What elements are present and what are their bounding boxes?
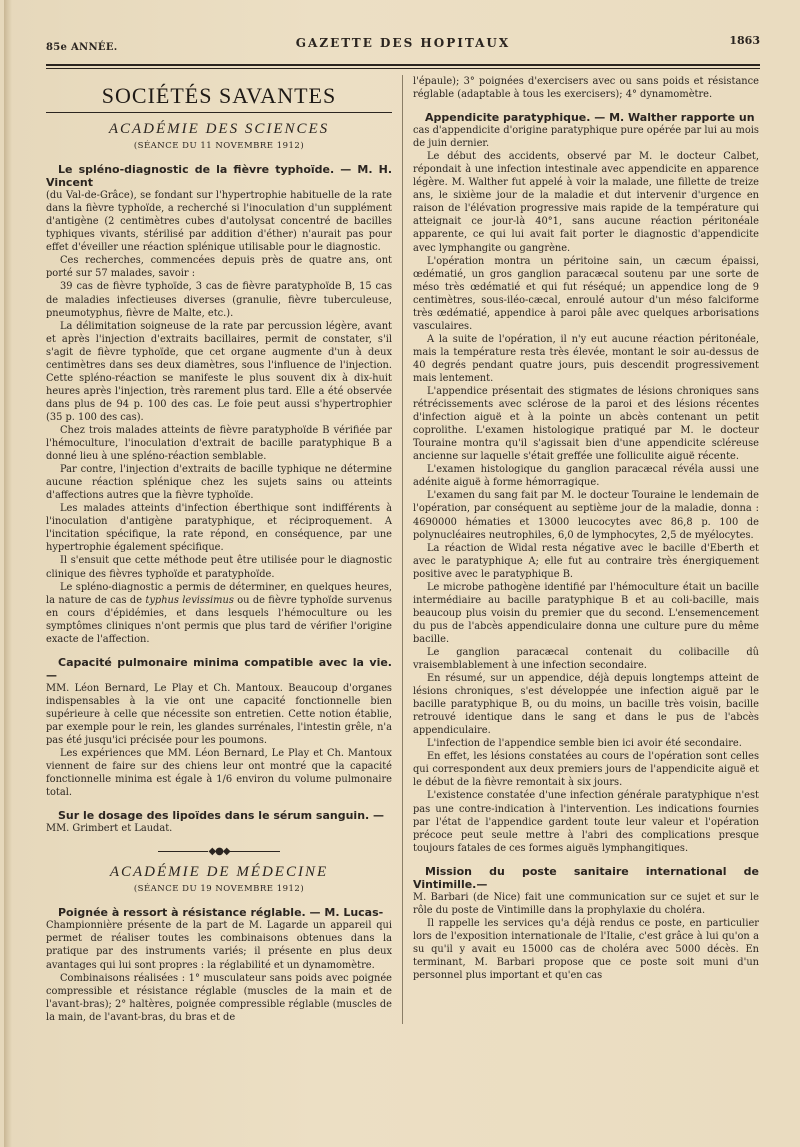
article-paragraph: La réaction de Widal resta négative avec le bacille d'Eberth et avec le paratyphique A; elle fut au contraire très énergiquement positive avec le paratyphique B. [413, 542, 759, 580]
article-title-lipoids: Sur le dosage des lipoïdes dans le sérum sanguin. — [58, 809, 385, 823]
article-paragraph: MM. Grimbert et Laudat. [46, 823, 173, 835]
article-paragraph: Par contre, l'injection d'extraits de bacille typhique ne détermine aucune réaction splénique chez les sujets sains ou atteints d'affections autres que la fièvre typhoïde. [46, 464, 392, 502]
article-paragraph: L'infection de l'appendice semble bien ici avoir été secondaire. [427, 738, 742, 750]
article-paragraph: Ces recherches, commencées depuis près de quatre ans, ont porté sur 57 malades, savoir : [46, 255, 392, 280]
academy-heading-medecine: ACADÉMIE DE MÉDECINE [109, 864, 329, 881]
article-title-grip: Poignée à ressort à résistance réglable. — M. Lucas- [58, 906, 384, 920]
header-rule-thin [46, 68, 760, 69]
article-paragraph: l'épaule); 3° poignées d'exercisers avec ou sans poids et résistance réglable (adaptable à tous les exercisers); 4° dynamomètre. [413, 76, 759, 101]
article-paragraph: L'appendice présentait des stigmates de lésions chroniques sans rétrécissements avec sclérose de la paroi et des lésions récentes d'infection aiguë et à la pointe un abcès contenant un petit coprolithe. L'examen histologique pratiqué par M. le docteur Touraine montra qu'il s'agissait bien d'une appendicite scléreuse ancienne sur laquelle s'était greffée une folliculite aiguë récente. [413, 386, 759, 463]
masthead-rule [46, 112, 392, 113]
article-paragraph [46, 581, 392, 646]
text-span: Le spléno-diagnostic a permis de déterminer, en quelques heures, la nature de cas de [46, 581, 392, 606]
article-title-appendicitis: Appendicite paratyphique. — M. Walther rapporte un [425, 111, 755, 125]
article-paragraph: Le début des accidents, observé par M. le docteur Calbet, répondait à une infection intestinale avec appendicite en apparence légère. M. Walther fut appelé à voir la malade, une fillette de treize ans, le sixième jour de la maladie et dut intervenir d'urgence en raison de l'élévation progressive mais rapide de la température qui atteignait ce jour-là 40°1, sans aucune réaction péritonéale apparente, ce qui lui avait fait porter le diagnostic d'appendicite avec lymphangite ou gangrène. [413, 151, 759, 254]
article-paragraph: Chez trois malades atteints de fièvre paratyphoïde B vérifiée par l'hémoculture, l'inoculation d'extrait de bacille paratyphique B a donné lieu à une spléno-réaction semblable. [46, 424, 392, 463]
article-title-vintimille: Mission du poste sanitaire international de Vintimille.— [413, 864, 759, 891]
article-paragraph: (du Val-de-Grâce), se fondant sur l'hypertrophie habituelle de la rate dans la fièvre typhoïde, a recherché si l'inoculation d'un supplément d'antigène (2 centimètres cubes d'autolysat concentré de bacilles typhiques vivants, stérilisé par addition d'éther) n'aurait pas pour effet d'éveiller une réaction splénique utilisable pour le diagnostic. [46, 190, 392, 254]
text-span: ou de fièvre typhoïde survenus en cours d'épidémies, et dans lesquels l'hémoculture ou les symptômes cliniques n'ont permis que plus tard de vérifier l'origine exacte de l'affection. [46, 594, 392, 645]
article-paragraph: En effet, les lésions constatées au cours de l'opération sont celles qui correspondent aux deux premiers jours de l'appendicite aiguë et le début de la fièvre remontait à six jours. [413, 751, 759, 789]
article-paragraph: L'examen histologique du ganglion paracæcal révéla aussi une adénite aiguë à forme hémorragique. [413, 464, 759, 489]
article-paragraph: Il s'ensuit que cette méthode peut être utilisée pour le diagnostic clinique des fièvres typhoïde et paratyphoïde. [46, 555, 392, 580]
page-number: 1863 [729, 34, 760, 47]
article-paragraph: A la suite de l'opération, il n'y eut aucune réaction péritonéale, mais la température resta très élevée, montant le soir au-dessus de 40 degrés pendant quatre jours, puis descendit progressivement mais lentement. [413, 333, 759, 384]
article-paragraph: Combinaisons réalisées : 1° musculateur sans poids avec poignée compressible et résistance réglable (muscles de la main et de l'avant-bras); 2° haltères, poignée compressible réglable (muscles de la main, de l'avant-bras, du bras et de [46, 972, 392, 1023]
article-paragraph: Il rappelle les services qu'a déjà rendus ce poste, en particulier lors de l'exposition internationale de l'Italie, c'est grâce à lui qu'on a su qu'il y avait eu 15000 cas de choléra avec 5000 décès. En terminant, M. Barbari propose que ce poste soit muni d'un personnel plus important et qu'en cas [413, 917, 759, 981]
article-paragraph: 39 cas de fièvre typhoïde, 3 cas de fièvre paratyphoïde B, 15 cas de maladies infectieuses diverses (granulie, fièvre tuberculeuse, pneumotyphus, fièvre de Malte, etc.). [46, 281, 392, 319]
article-paragraph: MM. Léon Bernard, Le Play et Ch. Mantoux. Beaucoup d'organes indispensables à la vie ont une capacité fonctionnelle bien supérieure à celle que nécessite son entretien. Cette notion établie, par exemple pour le rein, les glandes surrénales, l'intestin grêle, n'a pas été jusqu'ici précisée pour les poumons. [46, 682, 392, 746]
two-column-body [46, 75, 760, 1024]
article-paragraph: Le ganglion paracæcal contenait du colibacille dû vraisemblablement à une infection secondaire. [413, 646, 759, 672]
article-title-splenodiagnostic: Le spléno-diagnostic de la fièvre typhoïde. — M. H. Vincent [46, 163, 392, 190]
section-masthead: SOCIÉTÉS SAVANTES [101, 83, 337, 108]
seance-date-medecine: (SÉANCE DU 19 NOVEMBRE 1912) [133, 884, 305, 895]
article-title-pulmonary: Capacité pulmonaire minima compatible avec la vie. — [46, 655, 392, 682]
italic-term: typhus levissimus [145, 594, 234, 606]
article-paragraph: M. Barbari (de Nice) fait une communication sur ce sujet et sur le rôle du poste de Vintimille dans la prophylaxie du choléra. [413, 891, 759, 916]
right-column [402, 75, 759, 1024]
issue-year: 85e ANNÉE. [46, 42, 118, 53]
article-paragraph: En résumé, sur un appendice, déjà depuis longtemps atteint de lésions chroniques, s'est développée une infection aiguë par le bacille paratyphique B, ou du moins, un bacille très voisin, bacille retrouvé identique dans le sang et dans le pus de l'abcès appendiculaire. [413, 673, 759, 737]
article-paragraph: Championnière présente de la part de M. Lagarde un appareil qui permet de réaliser toutes les combinaisons obtenues dans la pratique par des instruments variés; il présente en plus deux avantages qui lui sont propres : la réglabilité et un dynamomètre. [46, 920, 392, 971]
article-paragraph: Les malades atteints d'infection éberthique sont indifférents à l'inoculation d'antigène paratyphique, et réciproquement. A l'incitation spécifique, la rate répond, en conséquence, par une hypertrophie également spécifique. [46, 503, 392, 554]
section-divider-ornament: ◆●◆ [46, 845, 392, 858]
publication-title: GAZETTE DES HOPITAUX [295, 36, 511, 50]
academy-heading-sciences: ACADÉMIE DES SCIENCES [108, 121, 330, 138]
article-paragraph: cas d'appendicite d'origine paratyphique pure opérée par lui au mois de juin dernier. [413, 125, 759, 150]
article-paragraph: Les expériences que MM. Léon Bernard, Le Play et Ch. Mantoux viennent de faire sur des chiens leur ont montré que la capacité fonctionnelle minima est égale à 1/6 environ du volume pulmonaire total. [46, 748, 392, 799]
article-paragraph: La délimitation soigneuse de la rate par percussion légère, avant et après l'injection d'extraits bacillaires, permit de constater, s'il s'agit de fièvre typhoïde, que cet organe augmente d'un à deux centimètres dans ses deux diamètres, sous l'influence de l'injection. Cette spléno-réaction se manifeste le plus souvent dix à dix-huit heures après l'injection, très rarement plus tard. Elle a été observée dans plus de 94 p. 100 des cas. Le foie peut aussi s'hypertrophier (35 p. 100 des cas). [46, 320, 392, 423]
header-rule-thick [46, 64, 760, 66]
left-column [46, 75, 402, 1024]
page-header [46, 30, 760, 56]
article-paragraph: L'existence constatée d'une infection générale paratyphique n'est pas une contre-indication à l'intervention. Les indications fournies par l'état de l'appendice gardent toute leur valeur et l'opération précoce peut seule mettre à l'abri des complications presque toujours fatales de ces formes aiguës lymphangitiques. [413, 790, 759, 854]
article-paragraph: L'examen du sang fait par M. le docteur Touraine le lendemain de l'opération, par conséquent au septième jour de la maladie, donna : 4690000 hématies et 13000 leucocytes avec 86,8 p. 100 de polynucléaires neutrophiles, 6,0 de lymphocytes, 2,5 de myélocytes. [413, 490, 759, 541]
article-paragraph: Le microbe pathogène identifié par l'hémoculture était un bacille intermédiaire au bacille paratyphique B et au coli-bacille, mais beaucoup plus voisin du premier que du second. L'ensemencement du pus de l'abcès appendiculaire donna une culture pure du même bacille. [413, 581, 759, 645]
seance-date-sciences: (SÉANCE DU 11 NOVEMBRE 1912) [133, 141, 305, 152]
article-paragraph: L'opération montra un péritoine sain, un cæcum épaissi, œdématié, un gros ganglion paracæcal soutenu par une sorte de méso très œdématié et qui fut réséqué; un appendice long de 9 centimètres, sous-iléo-cæcal, enroulé autour d'un méso falciforme très œdématié, appendice à paroi pâle avec quelques arborisations vasculaires. [413, 255, 759, 332]
